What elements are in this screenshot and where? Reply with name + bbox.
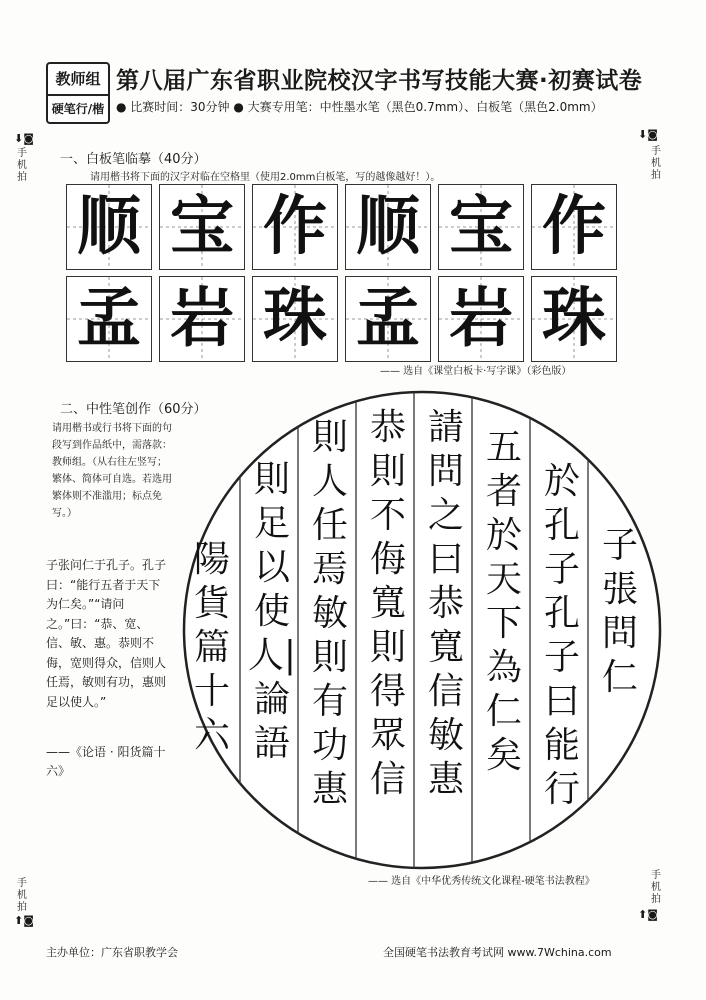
model-character: 顺	[77, 189, 141, 264]
writing-circle[interactable]	[180, 388, 664, 872]
model-character: 顺	[356, 189, 420, 264]
model-character: 珠	[542, 281, 606, 356]
section2-heading: 二、中性笔创作（60分）	[60, 402, 207, 417]
section1-heading: 一、白板笔临摹（40分）	[60, 152, 207, 167]
grid-cell[interactable]	[438, 184, 524, 270]
section2-source: —— 选自《中华优秀传统文化课程-硬笔书法教程》	[368, 876, 595, 887]
camera-icon: ⬆◙	[638, 908, 658, 921]
grid-cell[interactable]	[159, 276, 245, 362]
exam-title: 第八届广东省职业院校汉字书写技能大赛·初赛试卷	[116, 68, 643, 94]
badge-style-label: 硬笔行/楷	[51, 102, 105, 116]
model-character: 宝	[170, 189, 234, 264]
model-character: 作	[542, 189, 606, 264]
model-character: 孟	[356, 281, 420, 356]
model-character: 孟	[77, 281, 141, 356]
side-label-top-left: 手机拍	[17, 148, 27, 183]
calligraphy-column: 請問之曰恭寬信敏惠	[427, 407, 464, 800]
model-character: 珠	[263, 281, 327, 356]
model-character: 宝	[449, 189, 513, 264]
grid-cell[interactable]	[438, 276, 524, 362]
calligraphy-column: 陽貨篇十六	[193, 539, 230, 756]
calligraphy-column: 於孔子孔子曰能行	[543, 461, 580, 810]
copy-grid	[66, 184, 618, 368]
section2-instruction: 请用楷书或行书将下面的句段写到作品纸中，需落款：教师组。（从右往左竖写；繁体、简体可自选。若选用繁体则不准滥用；标点免写。）	[52, 423, 172, 519]
model-character: 岩	[449, 281, 513, 356]
model-character: 作	[263, 189, 327, 264]
section1-source: —— 选自《课堂白板卡·写字课》（彩色版）	[380, 366, 572, 377]
camera-icon: ⬇◙	[14, 132, 34, 145]
grid-cell[interactable]	[159, 184, 245, 270]
passage-text: 子张问仁于孔子。孔子曰：“能行五者于天下为仁矣。”“请问之。”曰：“恭、宽、信、敏、惠。恭则不侮，宽则得众，信则人任焉，敏则有功，惠则足以使人。”	[46, 558, 167, 709]
calligraphy-column: 恭則不侮寬則得眾信	[369, 407, 406, 800]
grid-cell[interactable]	[252, 184, 338, 270]
grid-cell[interactable]	[345, 276, 431, 362]
camera-icon: ⬇◙	[638, 128, 658, 141]
grid-cell[interactable]	[531, 184, 617, 270]
camera-icon: ⬆◙	[14, 914, 34, 927]
calligraphy-column: 則足以使人|論語	[247, 459, 297, 764]
exam-subtitle: ● 比赛时间：30分钟 ● 大赛专用笔：中性墨水笔（黑色0.7mm）、白板笔（黑色2.0mm）	[116, 100, 603, 114]
calligraphy-column: 五者於天下為仁矣	[485, 427, 522, 776]
grid-cell[interactable]	[252, 276, 338, 362]
grid-cell[interactable]	[66, 184, 152, 270]
group-badge	[46, 62, 110, 124]
passage-source: ——《论语 · 阳货篇十六》	[46, 745, 166, 778]
side-label-bottom-left: 手机拍	[17, 878, 27, 913]
model-character: 岩	[170, 281, 234, 356]
grid-cell[interactable]	[66, 276, 152, 362]
organizer: 主办单位：广东省职教学会	[46, 946, 178, 959]
grid-cell[interactable]	[345, 184, 431, 270]
website-link[interactable]: 全国硬笔书法教育考试网 www.7Wchina.com	[383, 946, 612, 959]
grid-cell[interactable]	[531, 276, 617, 362]
side-label-bottom-right: 手机拍	[651, 870, 661, 905]
calligraphy-column: 則人任焉敏則有功惠	[311, 417, 348, 810]
section1-instruction: 请用楷书将下面的汉字对临在空格里（使用2.0mm白板笔，写的越像越好！）。	[90, 172, 441, 183]
side-label-top-right: 手机拍	[651, 146, 661, 181]
badge-group-label: 教师组	[48, 64, 108, 96]
calligraphy-column: 子張問仁	[601, 525, 638, 698]
